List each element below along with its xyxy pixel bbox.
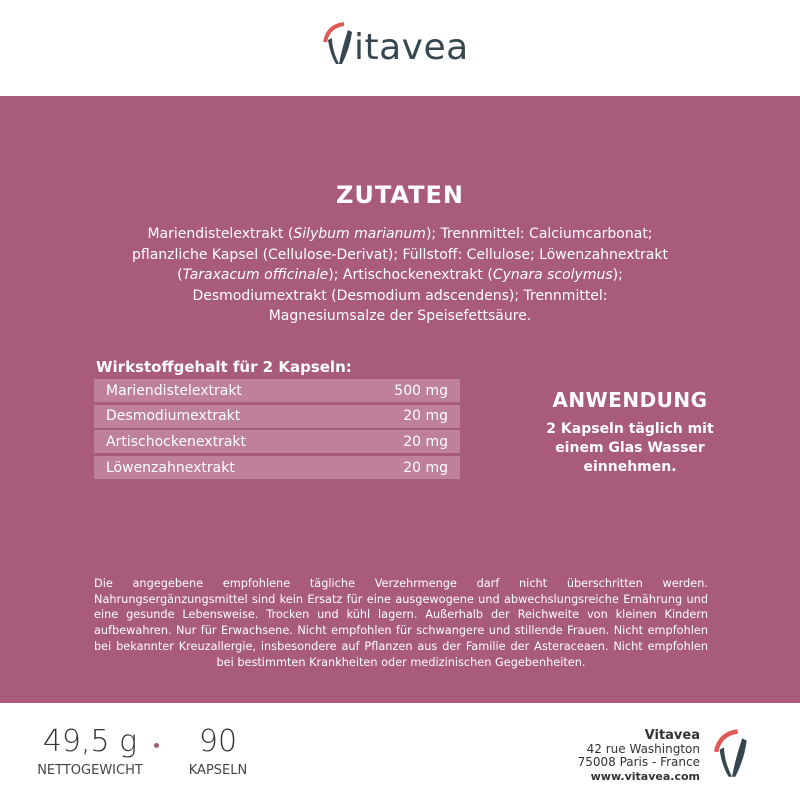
brand-name: itavea	[354, 27, 469, 68]
content-panel	[0, 96, 800, 703]
brand-logo	[322, 20, 469, 66]
ing-latin: Silybum marianum	[293, 226, 426, 242]
capsule-count	[178, 725, 258, 778]
row-amount: 20 mg	[403, 408, 448, 425]
footer	[0, 703, 800, 800]
active-content-table	[94, 379, 460, 482]
address-city: 75008 Paris - France	[577, 755, 700, 769]
usage-line: einem Glas Wasser	[555, 440, 705, 456]
table-row	[94, 456, 460, 479]
row-amount: 20 mg	[403, 459, 448, 476]
capsule-count-value: 90	[198, 724, 238, 759]
row-amount: 20 mg	[403, 433, 448, 450]
disclaimer-text: Die angegebene empfohlene tägliche Verzehrmenge darf nicht überschritten werden. Nahrungsergänzungsmittel sind kein Ersatz für eine ausgewogene und abwechslungsreiche Ernährung und eine gesunde Lebensweise. Trocken und kühl lagern. Außerhalb der Reichweite von kleinen Kindern aufbewahren. Nur für Erwachsene. Nicht empfohlen für schwangere und stillende Frauen. Nicht empfohlen bei bekannter Kreuzallergie, insbesondere auf Pflanzen aus der Familie der Asteraceaen. Nicht empfohlen bei bestimmten Krankheiten oder medizinischen Gegebenheiten.	[94, 577, 708, 669]
table-row	[94, 379, 460, 402]
company-address	[578, 729, 700, 783]
ingredients-text	[90, 224, 710, 327]
usage-text	[510, 420, 750, 477]
website-link[interactable]: www.vitavea.com	[590, 769, 700, 783]
address-street: 42 rue Washington	[586, 741, 700, 756]
row-name: Desmodiumextrakt	[106, 408, 241, 425]
ingredients-title: ZUTATEN	[336, 181, 464, 209]
ing-text: ); Trennmittel: Calciumcarbonat;	[425, 226, 653, 242]
vitavea-v-logo-icon	[712, 727, 752, 779]
row-name: Löwenzahnextrakt	[106, 459, 235, 476]
table-row	[94, 430, 460, 453]
ing-text: ); Artischockenextrakt (	[328, 267, 493, 283]
usage-line: 2 Kapseln täglich mit	[546, 421, 714, 437]
row-name: Mariendistelextrakt	[106, 382, 242, 399]
ing-latin: Taraxacum officinale	[182, 267, 329, 283]
usage-title: ANWENDUNG	[552, 388, 708, 412]
ing-latin: Cynara scolymus	[492, 267, 613, 283]
row-amount: 500 mg	[394, 382, 448, 399]
ing-text: pflanzliche Kapsel (Cellulose-Derivat); Füllstoff: Cellulose; Löwenzahnextrakt	[132, 246, 668, 263]
ing-text: (	[177, 267, 183, 283]
usage-section	[510, 388, 750, 477]
ing-text: Magnesiumsalze der Speisefettsäure.	[268, 308, 532, 324]
net-weight-value: 49,5 g	[42, 724, 138, 759]
ing-text: );	[612, 267, 623, 283]
ing-text: Mariendistelextrakt (	[147, 226, 294, 242]
header	[0, 0, 800, 96]
separator-dot	[154, 743, 159, 748]
active-content-title: Wirkstoffgehalt für 2 Kapseln:	[96, 358, 352, 376]
capsule-count-label: KAPSELN	[188, 763, 248, 778]
table-row	[94, 405, 460, 428]
row-name: Artischockenextrakt	[106, 433, 247, 450]
usage-line: einnehmen.	[583, 459, 677, 475]
net-weight-label: NETTOGEWICHT	[37, 763, 143, 778]
ing-text: Desmodiumextrakt (Desmodium adscendens); Trennmittel:	[192, 287, 608, 304]
vitavea-v-logo-icon	[322, 20, 356, 66]
net-weight	[30, 725, 150, 778]
company-name: Vitavea	[644, 728, 700, 743]
